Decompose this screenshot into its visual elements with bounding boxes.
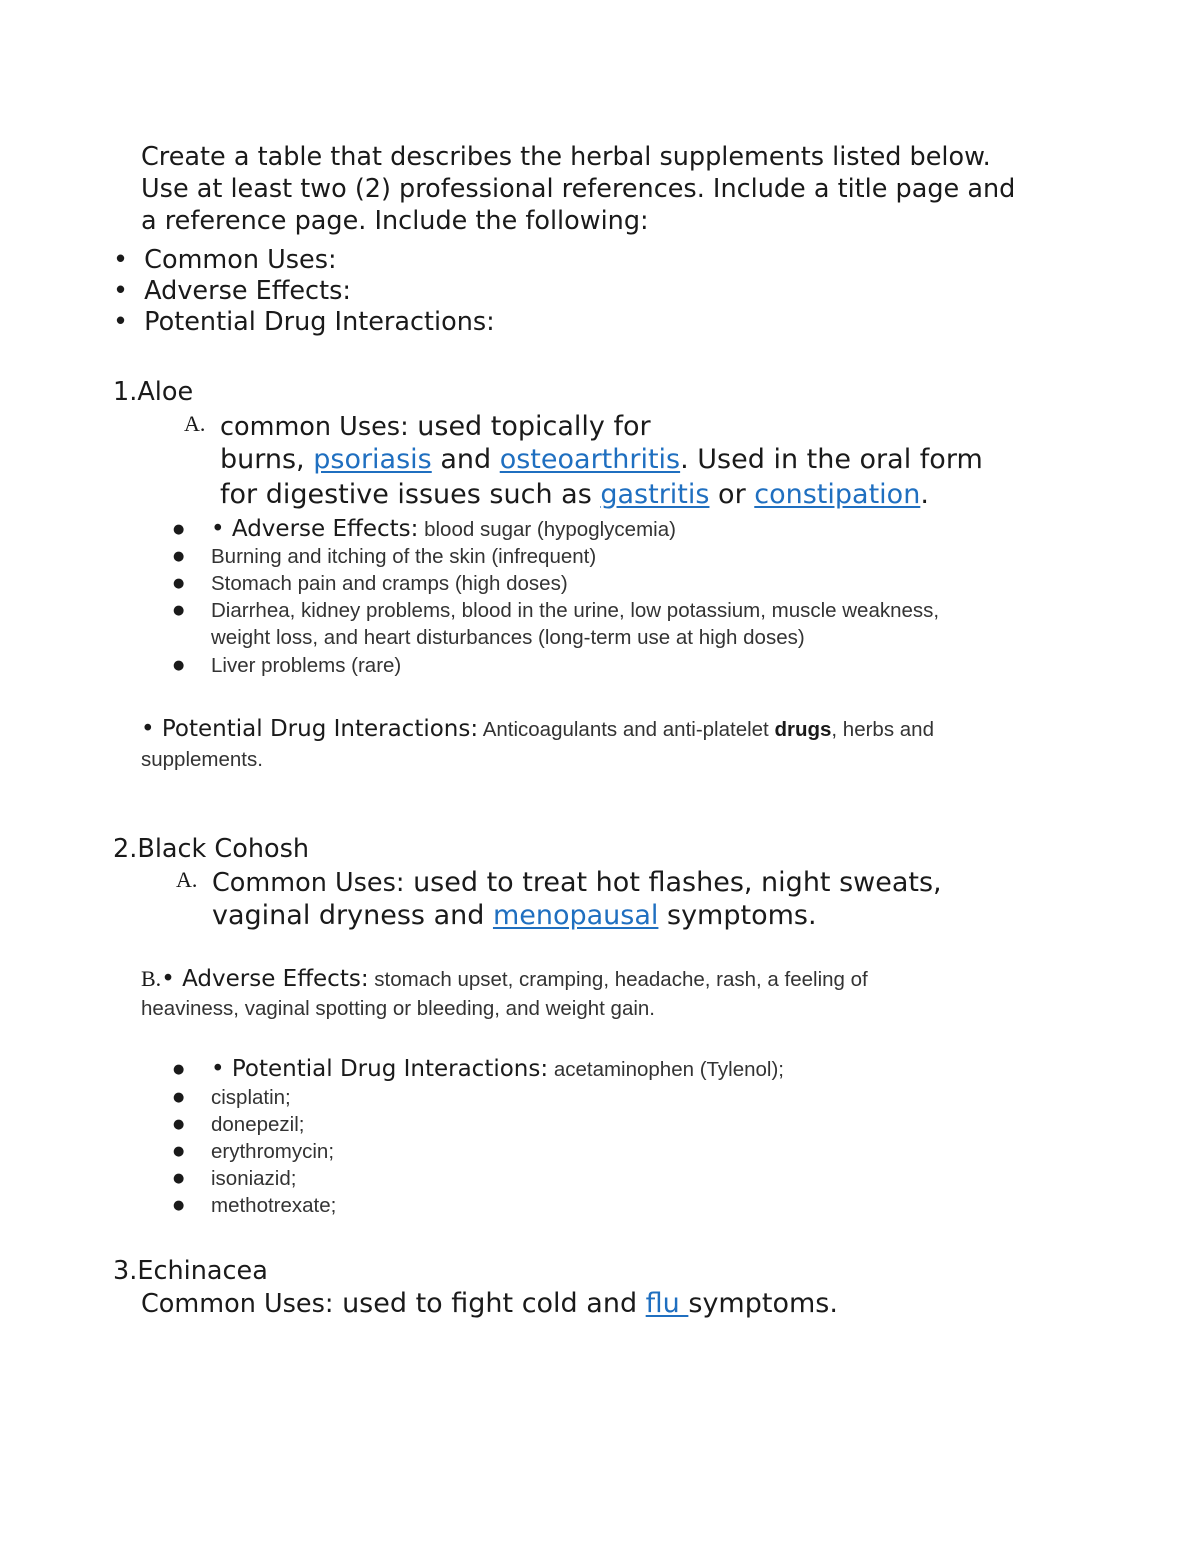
bullet-icon: • [113, 276, 129, 306]
aloe-adverse-label: • Adverse Effects: [211, 516, 419, 542]
bullet-icon: ● [173, 522, 185, 537]
black-cohosh-uses-line-2: vaginal dryness and menopausal symptoms. [212, 900, 817, 931]
requirement-item [113, 276, 351, 306]
black-cohosh-heading: 2.Black Cohosh [113, 834, 310, 864]
intro-line-2: Use at least two (2) professional references. Include a title page and [141, 174, 1016, 204]
echinacea-uses-label: Common Uses: [141, 1289, 334, 1319]
black-cohosh-uses-label: Common Uses: [212, 868, 405, 898]
document-page: Create a table that describes the herbal supplements listed below. Use at least two (2) professional references. Include a title page and a reference page. Include the following: • Common Uses: • Adverse Effects: • Potential Drug Interactions: 1.Aloe A. common Uses: used topically for burns, psoriasis and osteoarthritis. Used in the oral form for digestive issues such as gastritis or constipation. ● • Adverse Effects: blood sugar (hypoglycemia) ● Burning and itching of the skin (infrequent) ● Stomach pain and cramps (high doses) ● Diarrhea, kidney problems, blood in the urine, low potassium, muscle weakness, weight loss, and heart disturbances (long-term use at high doses) ● Liver problems (rare) • Potential Drug Interactions: Anticoagulants and anti-platelet drugs, herbs and supplements. 2.Black Cohosh A. Common Uses: used to treat hot flashes, night sweats, vaginal dryness and menopausal symptoms. B.• Adverse Effects: stomach upset, cramping, headache, rash, a feeling of heaviness, vaginal spotting or bleeding, and weight gain. ● • Potential Drug Interactions: acetaminophen (Tylenol); ● cisplatin; ● donepezil; ● erythromycin; ● isoniazid; ● methotrexate; 3.Echinacea Common Uses: used to fight cold and flu symptoms. [0, 0, 1200, 1553]
aloe-interactions-label: • Potential Drug Interactions: [141, 716, 479, 742]
echinacea-uses-line: Common Uses: used to fight cold and flu symptoms. [141, 1288, 838, 1319]
requirement-item [113, 245, 337, 275]
psoriasis-link[interactable]: psoriasis [313, 444, 432, 475]
bullet-icon: ● [173, 1171, 185, 1186]
requirement-label: Adverse Effects: [144, 276, 351, 306]
bullet-icon: • [113, 245, 129, 275]
constipation-link[interactable]: constipation [754, 479, 921, 510]
aloe-interactions-line-1: • Potential Drug Interactions: Anticoagulants and anti-platelet drugs, herbs and [141, 716, 934, 742]
aloe-uses-line-1 [184, 411, 651, 442]
list-marker: B. [141, 966, 162, 991]
aloe-interactions-line-2: supplements. [141, 748, 263, 771]
gastritis-link[interactable]: gastritis [600, 479, 710, 510]
black-cohosh-adverse-line-2: heaviness, vaginal spotting or bleeding, and weight gain. [141, 997, 655, 1020]
osteoarthritis-link[interactable]: osteoarthritis [499, 444, 681, 475]
drugs-bold: drugs [774, 718, 832, 741]
requirement-item [113, 307, 495, 337]
black-cohosh-interactions-label: • Potential Drug Interactions: [211, 1056, 549, 1082]
aloe-uses-text: used topically for [408, 411, 651, 442]
aloe-uses-label: common Uses: [220, 412, 409, 442]
bullet-icon: ● [173, 1198, 185, 1213]
aloe-uses-line-2: burns, psoriasis and osteoarthritis. Used in the oral form [220, 444, 983, 475]
aloe-adverse-text: blood sugar (hypoglycemia) [418, 518, 676, 541]
bullet-icon: • [113, 307, 129, 337]
bullet-icon: ● [173, 1144, 185, 1159]
menopausal-link[interactable]: menopausal [492, 900, 659, 931]
aloe-heading: 1.Aloe [113, 377, 194, 407]
flu-link[interactable]: flu [645, 1288, 689, 1319]
bullet-icon: ● [173, 1062, 185, 1077]
aloe-uses-line-3: for digestive issues such as gastritis or constipation. [220, 479, 929, 510]
black-cohosh-adverse-line-1: B.• Adverse Effects: stomach upset, cramping, headache, rash, a feeling of [141, 966, 868, 992]
requirement-label: Common Uses: [144, 245, 337, 275]
bullet-icon: ● [173, 658, 185, 673]
black-cohosh-uses-line-1: A. Common Uses: used to treat hot flashes, night sweats, [176, 867, 942, 898]
requirement-label: Potential Drug Interactions: [144, 307, 495, 337]
bullet-icon: ● [173, 549, 185, 564]
aloe-adverse-continuation: weight loss, and heart disturbances (long-term use at high doses) [211, 626, 805, 649]
list-marker: A. [176, 867, 198, 892]
echinacea-heading: 3.Echinacea [113, 1256, 268, 1286]
black-cohosh-adverse-label: • Adverse Effects: [161, 966, 369, 992]
bullet-icon: ● [173, 1090, 185, 1105]
bullet-icon: ● [173, 603, 185, 618]
list-marker: A. [184, 411, 206, 436]
bullet-icon: ● [173, 1117, 185, 1132]
intro-line-3: a reference page. Include the following: [141, 206, 649, 236]
intro-line-1: Create a table that describes the herbal supplements listed below. [141, 142, 991, 172]
bullet-icon: ● [173, 576, 185, 591]
